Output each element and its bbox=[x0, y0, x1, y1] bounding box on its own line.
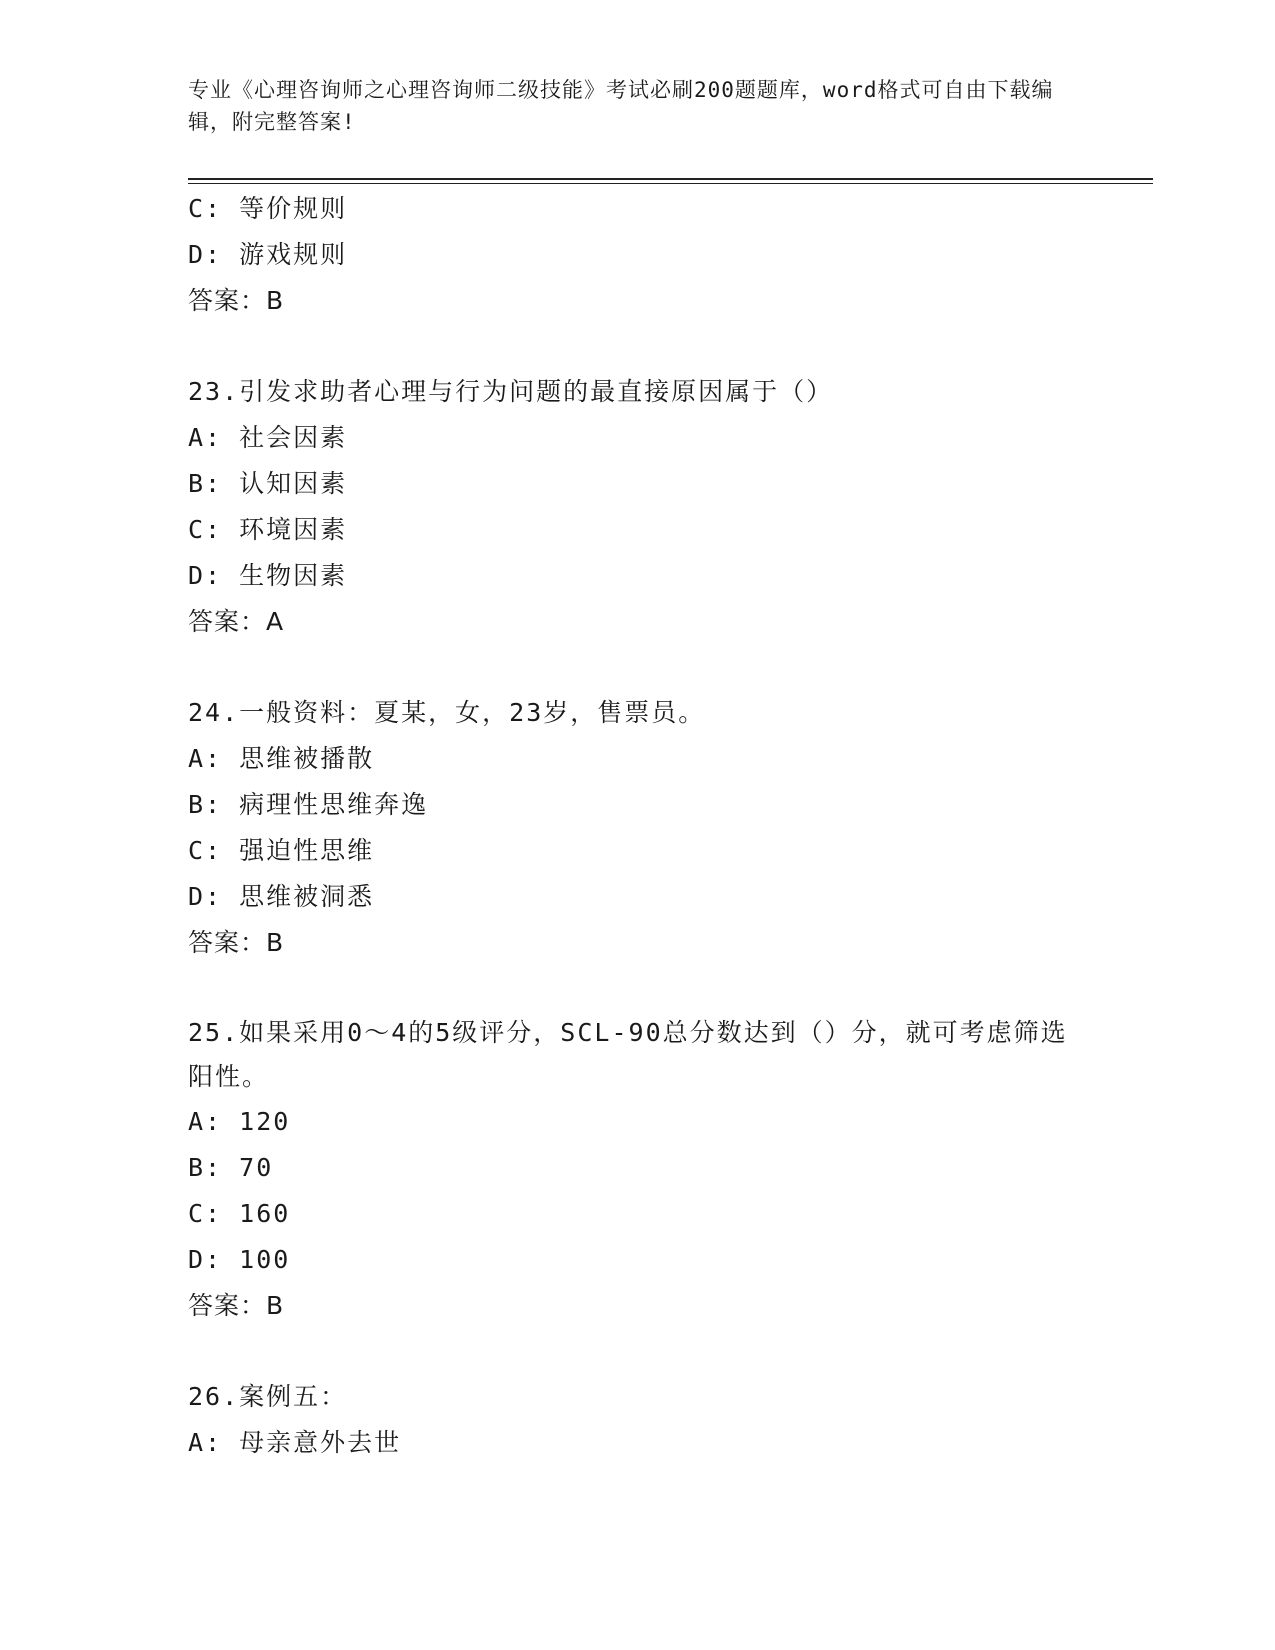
question-stem: 24.一般资料：夏某，女，23岁，售票员。 bbox=[188, 698, 706, 727]
header-rule-thin bbox=[188, 183, 1153, 184]
question-25 bbox=[188, 1011, 1088, 1329]
option-a: A: 母亲意外去世 bbox=[188, 1428, 402, 1457]
question-24 bbox=[188, 690, 1088, 966]
partial-question-22 bbox=[188, 186, 1088, 324]
question-stem: 23.引发求助者心理与行为问题的最直接原因属于（） bbox=[188, 377, 834, 406]
question-list bbox=[188, 186, 1088, 1466]
option-b: B: 病理性思维奔逸 bbox=[188, 790, 429, 819]
header-rule-thick bbox=[188, 178, 1153, 180]
option-b: B: 70 bbox=[188, 1153, 274, 1182]
answer: 答案：B bbox=[188, 928, 285, 957]
option-d: D: 思维被洞悉 bbox=[188, 882, 375, 911]
answer: 答案：B bbox=[188, 1291, 285, 1320]
option-c: C: 160 bbox=[188, 1199, 291, 1228]
option-d: D: 生物因素 bbox=[188, 561, 348, 590]
option-c: C: 环境因素 bbox=[188, 515, 348, 544]
option-a: A: 社会因素 bbox=[188, 423, 348, 452]
option-c: C: 强迫性思维 bbox=[188, 836, 375, 865]
question-23 bbox=[188, 369, 1088, 645]
document-header: 专业《心理咨询师之心理咨询师二级技能》考试必刷200题题库，word格式可自由下载编辑，附完整答案! bbox=[188, 78, 1054, 134]
option-a: A: 120 bbox=[188, 1107, 291, 1136]
option-d: D: 游戏规则 bbox=[188, 240, 348, 269]
option-c: C: 等价规则 bbox=[188, 194, 348, 223]
option-a: A: 思维被播散 bbox=[188, 744, 375, 773]
answer: 答案：A bbox=[188, 607, 285, 636]
question-stem: 26.案例五： bbox=[188, 1382, 348, 1411]
answer: 答案：B bbox=[188, 286, 285, 315]
question-stem: 25.如果采用0～4的5级评分，SCL-90总分数达到（）分，就可考虑筛选阳性。 bbox=[188, 1018, 1068, 1091]
option-d: D: 100 bbox=[188, 1245, 291, 1274]
option-b: B: 认知因素 bbox=[188, 469, 348, 498]
question-26 bbox=[188, 1374, 1088, 1466]
